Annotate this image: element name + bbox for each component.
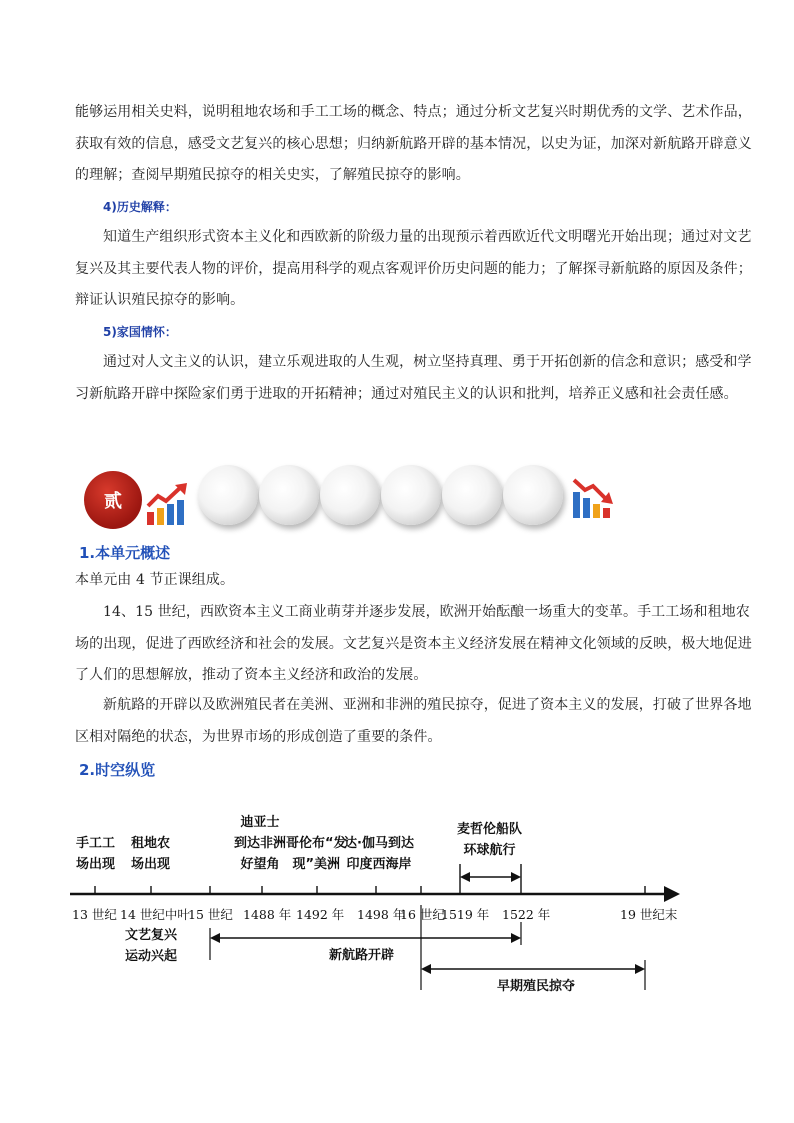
- range-new-routes: 新航路开辟: [329, 948, 395, 963]
- timeline-heading: 2.时空纵览: [79, 761, 156, 779]
- event-magellan: [457, 819, 522, 861]
- tick-14c-mid: 14 世纪中叶: [120, 907, 190, 922]
- tick-15c: 15 世纪: [188, 907, 233, 922]
- event-dias: [234, 812, 286, 875]
- event-line: 环球航行: [463, 843, 516, 858]
- event-line: 现”美洲: [292, 857, 341, 872]
- event-line: 文艺复兴: [125, 928, 178, 943]
- subheading-historical-interpretation: 4)历史解释：: [103, 200, 177, 214]
- core-paragraph-3: 通过对人文主义的认识，建立乐观进取的人生观，树立坚持真理、勇于开拓创新的信念和意识；感受和学习新航路开辟中探险家们勇于进取的开拓精神；通过对殖民主义的认识和批判，培养正义感和社会责任感。: [75, 354, 752, 402]
- overview-line: 本单元由 4 节正课组成。: [75, 572, 235, 588]
- tick-1488: 1488 年: [243, 907, 292, 922]
- event-line: 好望角: [240, 857, 280, 872]
- event-tenant-farm: [131, 833, 170, 875]
- core-paragraph-1: 能够运用相关史料，说明租地农场和手工工场的概念、特点；通过分析文艺复兴时期优秀的文学、艺术作品，获取有效的信息，感受文艺复兴的核心思想；归纳新航路开辟的基本情况，以史为证，加深对新航路开辟意义的理解；查阅早期殖民掠夺的相关史实，了解殖民掠夺的影响。: [75, 104, 752, 183]
- event-line: 租地农: [131, 836, 171, 851]
- event-line: 哥伦布“发: [286, 836, 347, 851]
- tick-1492: 1492 年: [296, 907, 345, 922]
- tick-13c: 13 世纪: [72, 907, 117, 922]
- event-line: 运动兴起: [125, 949, 178, 964]
- tick-19c-end: 19 世纪末: [620, 907, 678, 922]
- event-line: 手工工: [76, 836, 116, 851]
- event-renaissance: [125, 925, 177, 967]
- core-paragraph-2: 知道生产组织形式资本主义化和西欧新的阶级力量的出现预示着西欧近代文明曙光开始出现；通过对文艺复兴及其主要代表人物的评价，提高用科学的观点客观评价历史问题的能力；了解探寻新航路的原因及条件；辩证认识殖民掠夺的影响。: [75, 229, 752, 308]
- event-handicraft-workshop: [76, 833, 115, 875]
- tick-1498: 1498 年: [357, 907, 406, 922]
- tick-1522: 1522 年: [502, 907, 551, 922]
- event-columbus: [286, 833, 347, 875]
- overview-paragraph-2: 新航路的开辟以及欧洲殖民者在美洲、亚洲和非洲的殖民掠夺，促进了资本主义的发展，打破了世界各地区相对隔绝的状态，为世界市场的形成创造了重要的条件。: [75, 697, 752, 745]
- overview-heading: 1.本单元概述: [79, 544, 171, 562]
- overview-paragraph-1: 14、15 世纪，西欧资本主义工商业萌芽并逐步发展，欧洲开始酝酿一场重大的变革。手工工场和租地农场的出现，促进了西欧经济和社会的发展。文艺复兴是资本主义经济发展在精神文化领域的反映，极大地促进了人们的思想解放，推动了资本主义经济和政治的发展。: [75, 604, 752, 683]
- event-line: 到达非洲: [234, 836, 287, 851]
- event-line: 麦哲伦船队: [457, 822, 523, 837]
- section-badge-label: 贰: [104, 491, 122, 512]
- tick-16c: 16 世纪: [400, 907, 445, 922]
- event-line: 场出现: [76, 857, 116, 872]
- event-line: 达·伽马到达: [344, 836, 414, 851]
- range-colonial: 早期殖民掠夺: [497, 979, 576, 994]
- event-line: 迪亚士: [240, 815, 280, 830]
- event-da-gama: [344, 833, 414, 875]
- subheading-patriotism: 5)家国情怀：: [103, 325, 177, 339]
- event-line: 场出现: [131, 857, 171, 872]
- event-line: 印度西海岸: [346, 857, 412, 872]
- tick-1519: 1519 年: [441, 907, 490, 922]
